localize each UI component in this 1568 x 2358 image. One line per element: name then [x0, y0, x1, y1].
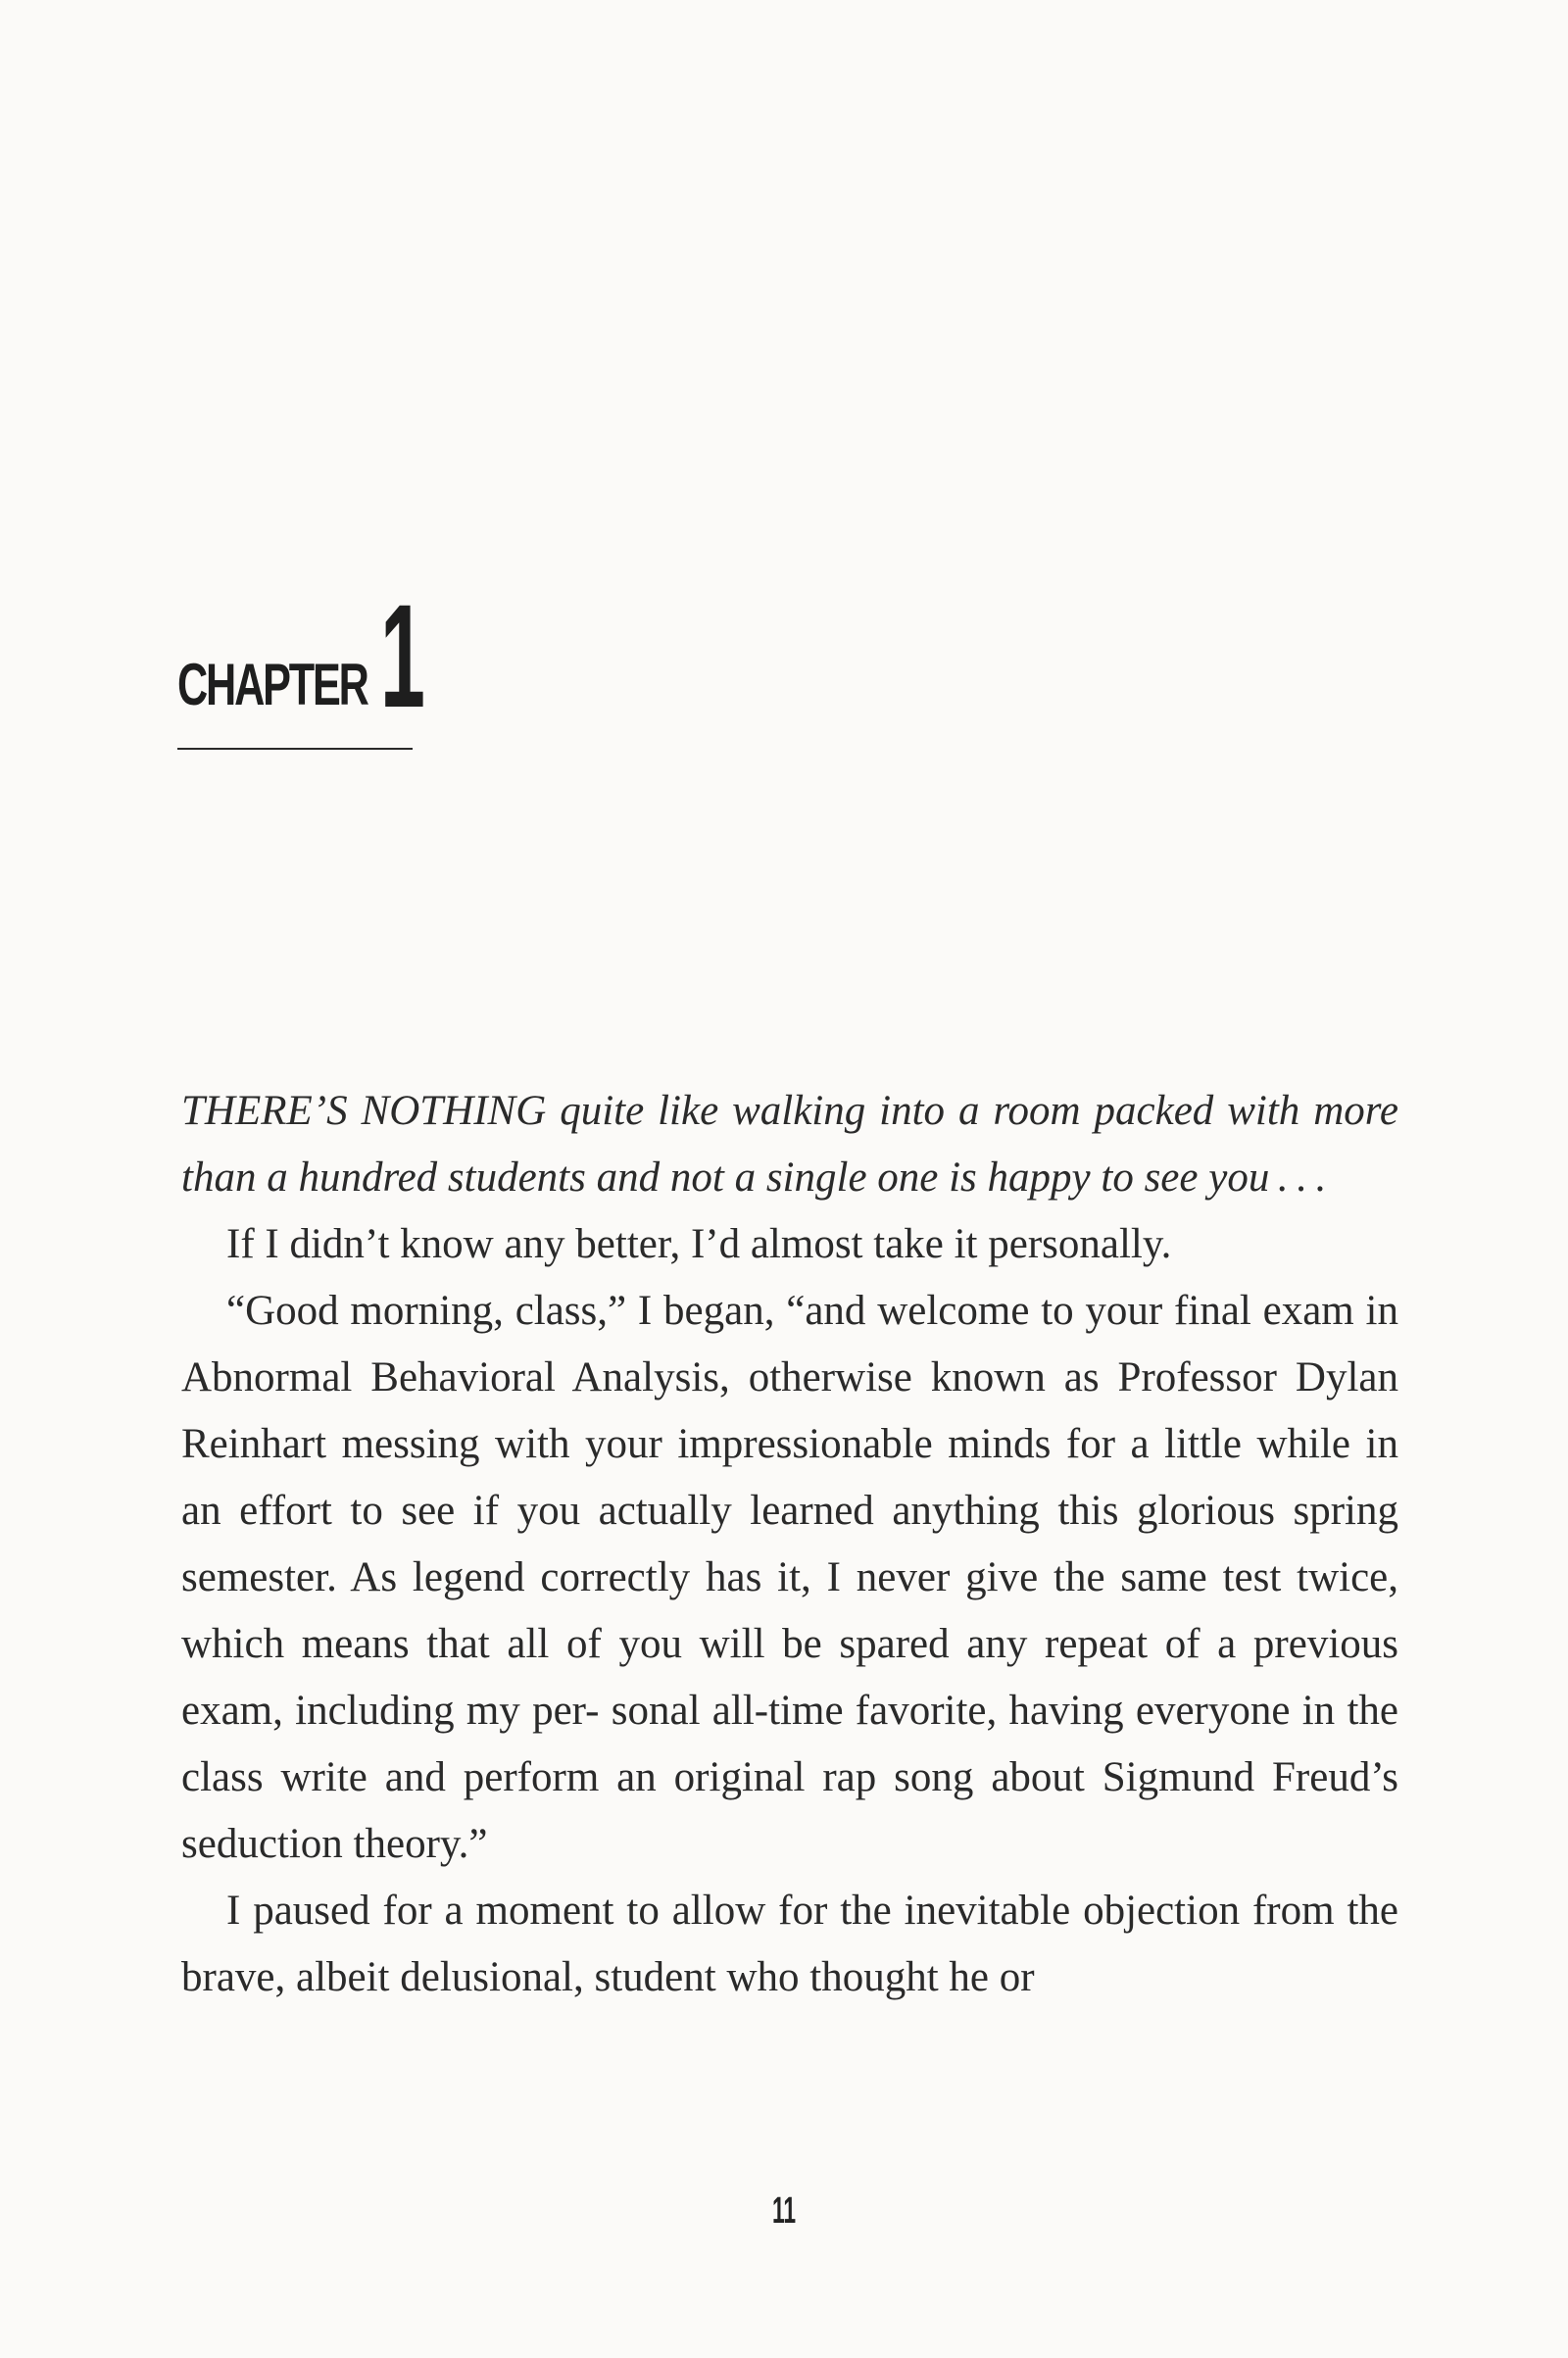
opening-rest: quite like walking into a room packed with more than a hundred students and not a single one is happy to see you . . . [181, 1088, 1398, 1201]
page-number: 11 [771, 2190, 797, 2232]
chapter-heading [177, 573, 425, 750]
chapter-rule [177, 748, 413, 750]
opening-lead: THERE’S NOTHING [181, 1088, 547, 1134]
paragraph-2: “Good morning, class,” I began, “and welcome to your final exam in Abnormal Behavioral Analysis, otherwise known as Professor Dylan Reinhart messing with your impressionable minds for a little while in an effort to see if you actually learned anything this glorious spring semester. As legend correctly has it, I never give the same test twice, which means that all of you will be spared any repeat of a previous exam, including my per- sonal all-time favorite, having everyone in the class write and perform an original rap song about Sigmund Freud’s seduction theory.” [181, 1288, 1398, 1867]
opening-paragraph [181, 1078, 1398, 1211]
paragraph-1: If I didn’t know any better, I’d almost take it personally. [226, 1221, 1172, 1267]
body-text [181, 1078, 1398, 2011]
chapter-number: 1 [380, 573, 425, 738]
chapter-label: CHAPTER [177, 652, 368, 717]
paragraph-3: I paused for a moment to allow for the inevitable objection from the brave, albeit delusional, student who thought he or [181, 1888, 1398, 2000]
